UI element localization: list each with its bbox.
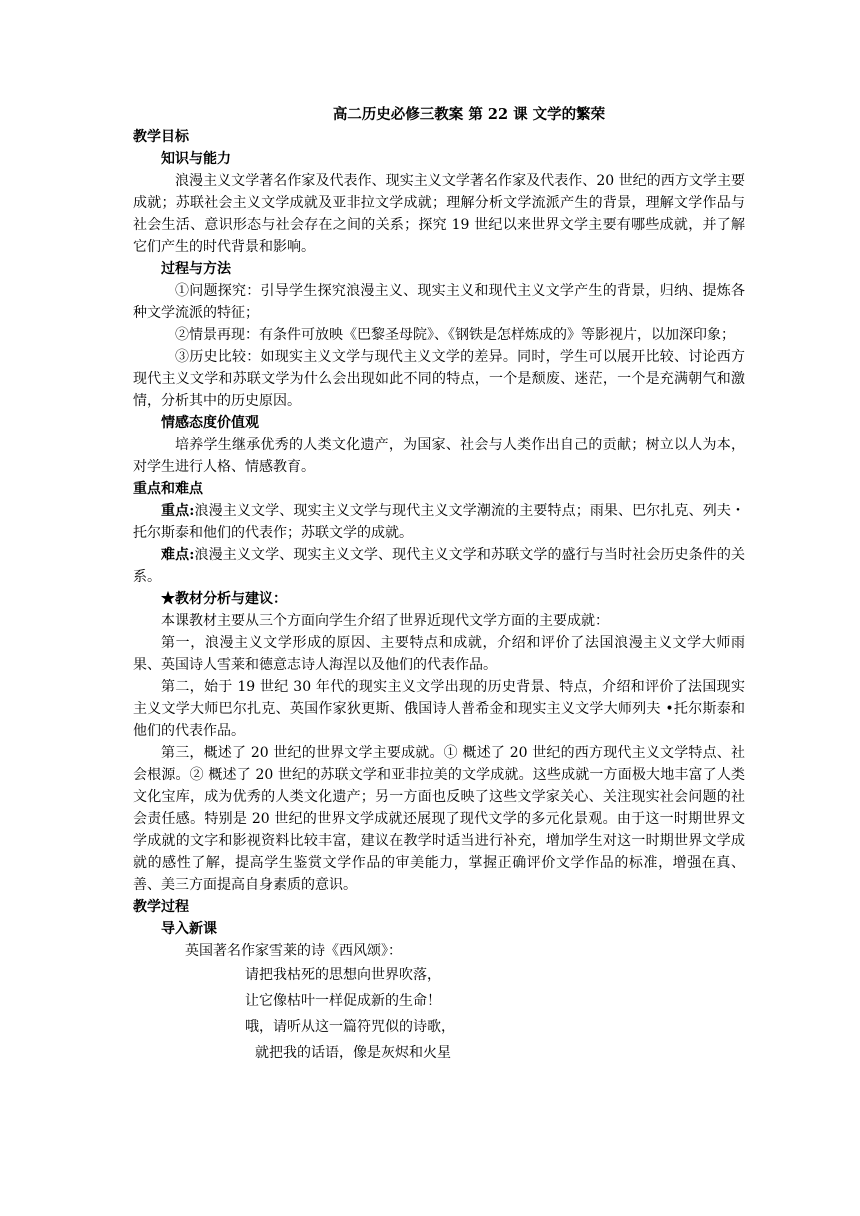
key-points-label: 重点: — [161, 503, 195, 519]
subheading-analysis: ★教材分析与建议： — [161, 591, 287, 607]
difficulties-label: 难点: — [161, 547, 195, 563]
paragraph-analysis-1: 第一，浪漫主义文学形成的原因、主要特点和成就，介绍和评价了法国浪漫主义文学大师雨果、英国诗人雪莱和德意志诗人海涅以及他们的代表作品。 — [133, 635, 745, 673]
paragraph-analysis-intro: 本课教材主要从三个方面向学生介绍了世界近现代文学方面的主要成就： — [161, 613, 609, 629]
poem-introduction: 英国著名作家雪莱的诗《西风颂》： — [185, 943, 402, 959]
section-heading-key-points: 重点和难点 — [133, 481, 203, 497]
paragraph-analysis-2: 第二，始于 19 世纪 30 年代的现实主义文学出现的历史背景、特点，介绍和评价了法国现实主义文学大师巴尔扎克、英国作家狄更斯、俄国诗人普希金和现实主义文学大师列夫 •托尔斯泰和他们的代表作品。 — [133, 679, 745, 739]
poem-line: 让它像枯叶一样促成新的生命！ — [245, 993, 441, 1009]
section-heading-goals: 教学目标 — [133, 129, 189, 145]
poem-line: 就把我的话语，像是灰烬和火星 — [255, 1045, 451, 1061]
paragraph-analysis-3: 第三，概述了 20 世纪的世界文学主要成就。① 概述了 20 世纪的西方现代主义文学特点、社会根源。② 概述了 20 世纪的苏联文学和亚非拉美的文学成就。这些成就一方面极大地丰富了人类文化宝库，成为优秀的人类文化遗产；另一方面也反映了这些文学家关心、关注现实社会问题的社会责任感。特别是 20 世纪的世界文学成就还展现了现代文学的多元化景观。由于这一时期世界文学成就的文字和影视资料比较丰富，建议在教学时适当进行补充，增加学生对这一时期世界文学成就的感性了解，提高学生鉴赏文学作品的审美能力，掌握正确评价文学作品的标准，增强在真、善、美三方面提高自身素质的意识。 — [133, 745, 745, 893]
paragraph-method-3: ③历史比较：如现实主义文学与现代主义文学的差异。同时，学生可以展开比较、讨论西方现代主义文学和苏联文学为什么会出现如此不同的特点，一个是颓废、迷茫，一个是充满朝气和激情，分析其中的历史原因。 — [133, 349, 745, 409]
paragraph-knowledge: 浪漫主义文学著名作家及代表作、现实主义文学著名作家及代表作、20 世纪的西方文学主要成就；苏联社会主义文学成就及亚非拉文学成就；理解分析文学流派产生的背景，理解文学作品与社会生活、意识形态与社会存在之间的关系；探究 19 世纪以来世界文学主要有哪些成就，并了解它们产生的时代背景和影响。 — [133, 173, 745, 255]
subheading-process-method: 过程与方法 — [161, 261, 231, 277]
document-title: 高二历史必修三教案 第 22 课 文学的繁荣 — [332, 106, 606, 123]
poem-line: 哦，请听从这一篇符咒似的诗歌， — [245, 1019, 455, 1035]
subheading-values: 情感态度价值观 — [161, 415, 259, 431]
subheading-introduction: 导入新课 — [161, 921, 217, 937]
subheading-knowledge: 知识与能力 — [161, 151, 231, 167]
paragraph-method-2: ②情景再现：有条件可放映《巴黎圣母院》、《钢铁是怎样炼成的》等影视片，以加深印象； — [175, 327, 735, 343]
difficulties-text: 浪漫主义文学、现实主义文学、现代主义文学和苏联文学的盛行与当时社会历史条件的关系。 — [133, 547, 745, 585]
paragraph-method-1: ①问题探究：引导学生探究浪漫主义、现实主义和现代主义文学产生的背景，归纳、提炼各种文学流派的特征； — [133, 283, 745, 321]
paragraph-difficulties — [133, 544, 745, 588]
paragraph-values: 培养学生继承优秀的人类文化遗产，为国家、社会与人类作出自己的贡献；树立以人为本，对学生进行人格、情感教育。 — [133, 437, 745, 475]
poem-line: 请把我枯死的思想向世界吹落， — [245, 967, 441, 983]
document-page — [133, 104, 745, 1066]
section-heading-teaching-process: 教学过程 — [133, 899, 189, 915]
paragraph-key-points — [133, 500, 745, 544]
key-points-text: 浪漫主义文学、现实主义文学与现代主义文学潮流的主要特点；雨果、巴尔扎克、列夫・托尔斯泰和他们的代表作；苏联文学的成就。 — [133, 503, 745, 541]
poem — [245, 962, 745, 1066]
